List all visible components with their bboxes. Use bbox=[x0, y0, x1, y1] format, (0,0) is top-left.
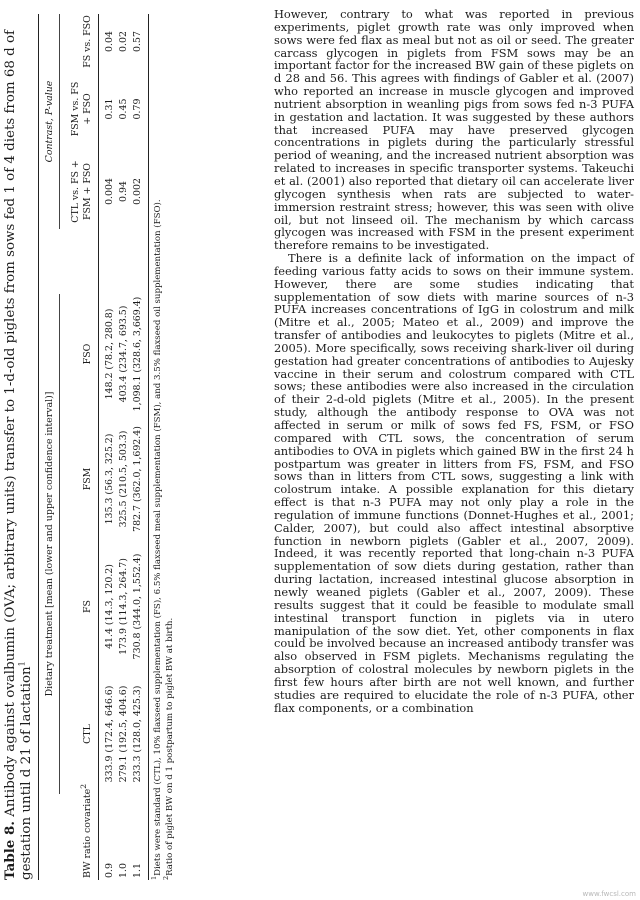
header-bottom-rule bbox=[98, 14, 99, 880]
col-header-contrast-1-line1: CTL vs. FS + bbox=[70, 160, 81, 223]
cell-bw: 0.9 bbox=[104, 863, 115, 878]
cell-ctl: 333.9 (172.4, 646.6) bbox=[104, 685, 115, 783]
table-8 bbox=[0, 4, 262, 884]
table-caption bbox=[2, 10, 35, 880]
treatment-subrule bbox=[59, 294, 60, 794]
table-title: Antibody against ovalbumin (OVA; arbitrary units) transfer to 1-d-old piglets from sows fed 1 of 4 diets from 68 d of gestation until d 21 of lactation bbox=[3, 30, 34, 880]
cell-p-ctl-vs-fs: 0.002 bbox=[132, 178, 143, 205]
cell-bw: 1.0 bbox=[118, 863, 129, 878]
table-region bbox=[0, 0, 268, 900]
cell-fsm: 782.7 (362.0, 1,692.4) bbox=[132, 426, 143, 532]
table-footnote-2: $^2$Ratio of piglet BW on d 1 postpartum to piglet BW at birth. bbox=[162, 617, 175, 880]
table-top-rule bbox=[38, 14, 39, 880]
cell-p-fsm-vs-fs: 0.31 bbox=[104, 98, 115, 120]
cell-bw: 1.1 bbox=[132, 863, 143, 878]
col-header-fs: FS bbox=[82, 600, 93, 613]
col-header-bw: BW ratio covariate$^2$ bbox=[78, 783, 93, 878]
cell-p-fs-vs-fso: 0.04 bbox=[104, 31, 115, 52]
col-header-contrast-3: FS vs. FSO bbox=[82, 15, 93, 68]
col-header-contrast-1-line2: FSM + FSO bbox=[82, 163, 93, 220]
header-contrast: Contrast, P-value bbox=[44, 80, 55, 163]
col-header-contrast-2-line1: FSM vs. FS bbox=[70, 81, 81, 137]
cell-fs: 41.4 (14.3, 120.2) bbox=[104, 564, 115, 649]
col-header-fsm: FSM bbox=[82, 467, 93, 491]
cell-p-ctl-vs-fs: 0.94 bbox=[118, 181, 129, 202]
cell-p-fsm-vs-fs: 0.45 bbox=[118, 98, 129, 120]
table-title-footnote-mark: 1 bbox=[17, 661, 27, 667]
cell-fsm: 135.3 (56.3, 325.2) bbox=[104, 433, 115, 525]
body-text-column bbox=[274, 8, 634, 714]
cell-fs: 730.8 (344.0, 1,552.4) bbox=[132, 553, 143, 660]
header-dietary-treatment: Dietary treatment [mean (lower and upper confidence interval)] bbox=[44, 391, 55, 697]
cell-fso: 1,098.1 (328.6, 3,669.4) bbox=[132, 296, 143, 412]
cell-p-fsm-vs-fs: 0.79 bbox=[132, 98, 143, 120]
cell-p-fs-vs-fso: 0.57 bbox=[132, 31, 143, 52]
watermark-text: www.fwcsl.com bbox=[582, 890, 636, 898]
body-paragraph-1: However, contrary to what was reported in previous experiments, piglet growth rate was only improved when sows were fed flax as meal but not as oil or seed. The greater carcass glycogen in piglets from FSM sows may be an important factor for the increased BW gain of these piglets on d 28 and 56. This agrees with findings of Gabler et al. (2007) who reported an increase in muscle glycogen and improved nutrient absorption in weanling pigs from sows fed n-3 PUFA in gestation and lactation. It was suggested by these authors that increased PUFA may have preserved glycogen concentrations in piglets during the particularly stressful period of weaning, and the increased nutrient absorption was related to increases in specific transporter systems. Takeuchi et al. (2001) also reported that dietary oil can accelerate liver glycogen synthesis when rats are subjected to water-immersion restraint stress; however, this was seen with olive oil, but not linseed oil. The mechanism by which carcass glycogen was increased with FSM in the present experiment therefore remains to be investigated. bbox=[274, 7, 634, 253]
body-paragraph-2: There is a definite lack of information on the impact of feeding various fatty acids to sows on their immune system. However, there are some studies indicating that supplementation of sow diets with marine sources of n-3 PUFA increases concentrations of IgG in colostrum and milk (Mitre et al., 2005; Mateo et al., 2009) and improve the transfer of antibodies and leukocytes to piglets (Mitre et al., 2005). More specifically, sows receiving shark-liver oil during gestation had greater concentrations of antibodies to Aujesky vaccine in their serum and colostrum compared with CTL sows; these antibodies were also increased in the circulation of their 2-d-old piglets (Mitre et al., 2005). In the present study, although the antibody response to OVA was not affected in serum or milk of sows fed FS, FSM, or FSO compared with CTL sows, the concentration of serum antibodies to OVA in piglets which gained BW in the first 24 h postpartum was greater in litters from FS, FSM, and FSO sows than in litters from CTL sows, suggesting a link with colostrum intake. A possible explanation for this dietary effect is that n-3 PUFA may not only play a role in the regulation of immune functions (Donnet-Hughes et al., 2001; Calder, 2007), but could also affect intestinal absorptive function in newborn piglets (Gabler et al., 2007, 2009). Indeed, it was recently reported that long-chain n-3 PUFA supplementation of sow diets during gestation, rather than during lactation, increased intestinal glucose absorption in newly weaned piglets (Gabler et al., 2007, 2009). These results suggest that it could be feasible to modulate small intestinal transport function in piglets via in utero manipulation of the sow diet. Yet, other components in flax could be involved because an increased antibody transfer was also observed in FSM piglets. Mechanisms regulating the absorption of colostral molecules by newborn piglets in the first few hours after birth are not well known, and further studies are required to elucidate the role of n-3 PUFA, other flax components, or a combination bbox=[274, 251, 634, 715]
cell-p-fs-vs-fso: 0.02 bbox=[118, 31, 129, 52]
cell-p-ctl-vs-fs: 0.004 bbox=[104, 178, 115, 205]
cell-fs: 173.9 (114.3, 264.7) bbox=[118, 558, 129, 655]
table-footnote-1: $^1$Diets were standard (CTL), 10% flaxseed supplementation (FS), 6.5% flaxseed meal supplementation (FSM), and 3.5% flaxseed oil supplementation (FSO). bbox=[150, 199, 163, 880]
contrast-subrule bbox=[59, 14, 60, 229]
table-bottom-rule bbox=[148, 14, 149, 880]
cell-ctl: 279.1 (192.5, 404.6) bbox=[118, 685, 129, 783]
cell-ctl: 233.3 (128.0, 425.3) bbox=[132, 685, 143, 783]
col-header-ctl: CTL bbox=[82, 724, 93, 744]
table-label: Table 8. bbox=[2, 821, 18, 880]
cell-fso: 403.4 (234.7, 693.5) bbox=[118, 305, 129, 403]
col-header-contrast-2-line2: + FSO bbox=[82, 93, 93, 125]
col-header-fso: FSO bbox=[82, 343, 93, 365]
cell-fsm: 325.5 (210.5, 503.3) bbox=[118, 430, 129, 528]
cell-fso: 148.2 (78.2, 280.8) bbox=[104, 308, 115, 400]
